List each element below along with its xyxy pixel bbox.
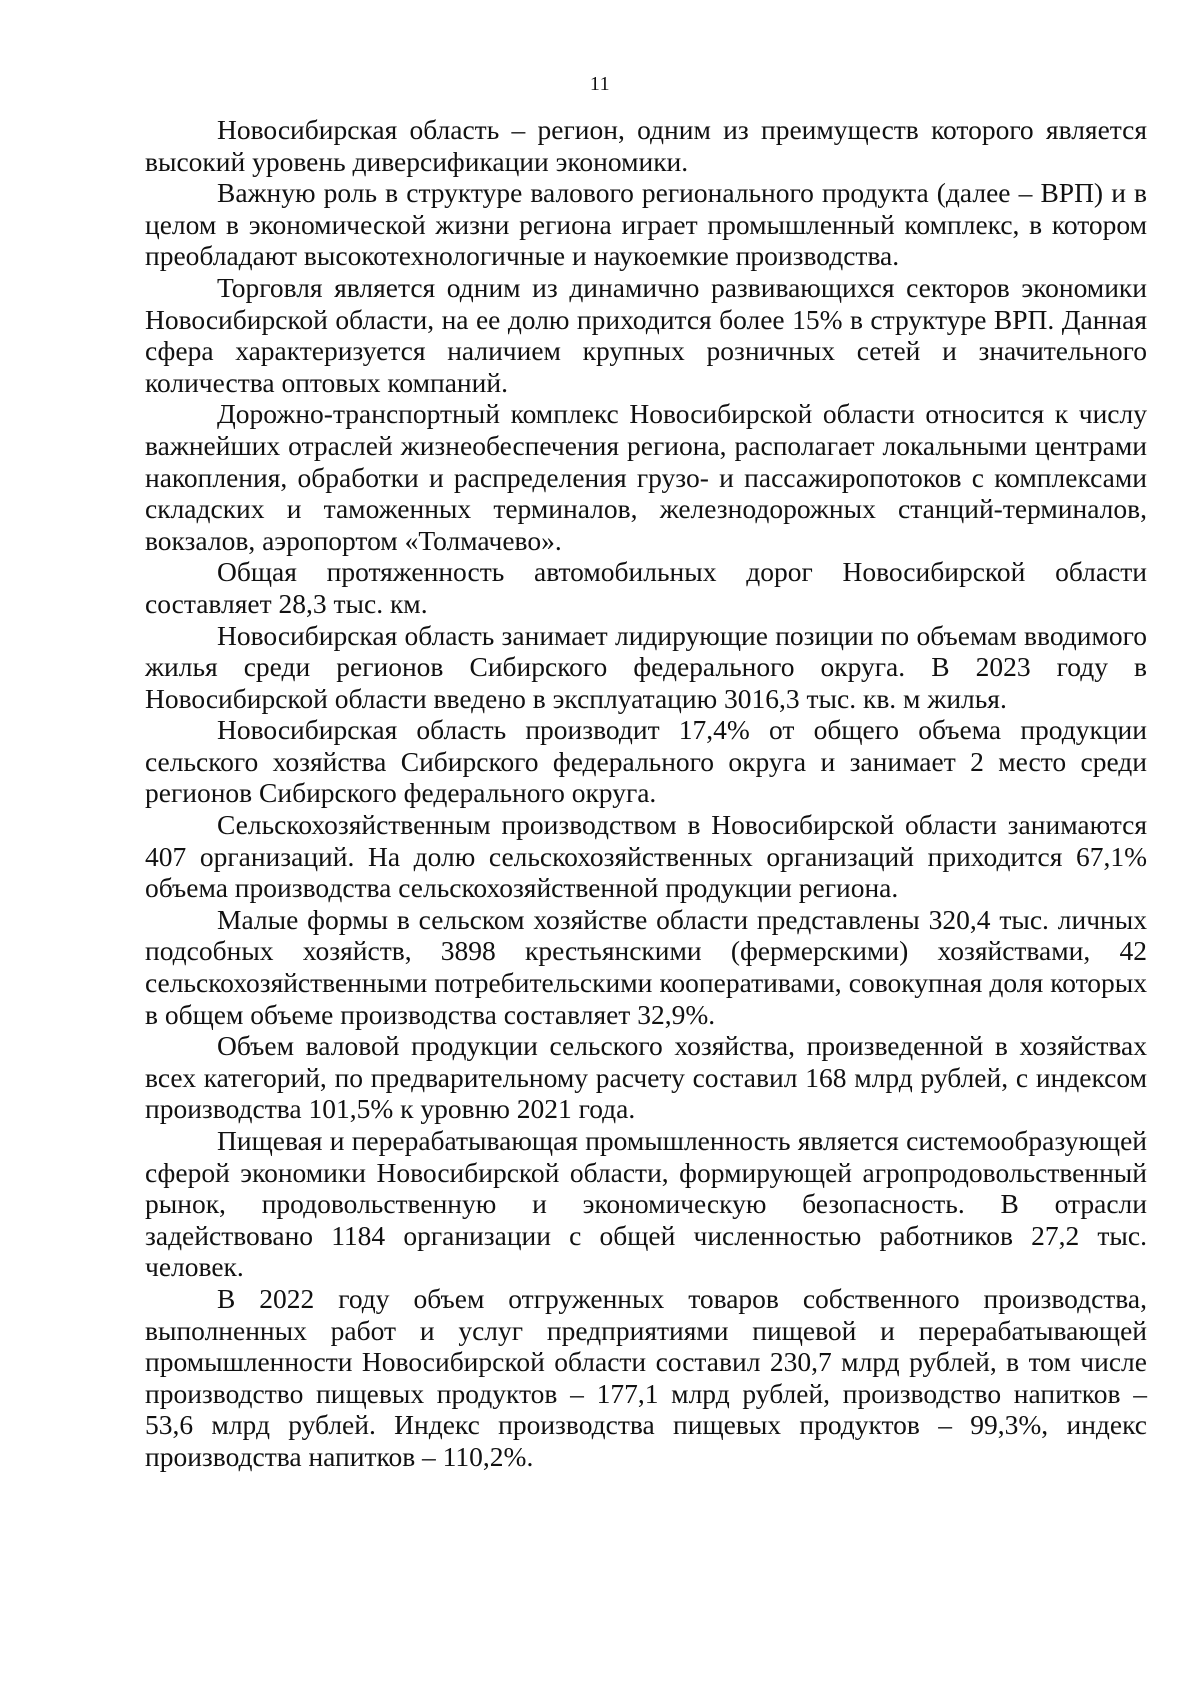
paragraph-small-farms: Малые формы в сельском хозяйстве области представлены 320,4 тыс. личных подсобных хозяйств, 3898 крестьянскими (фермерскими) хозяйствами, 42 сельскохозяйственными потребительскими кооперативами, совокупная доля которых в общем объеме производства составляет 32,9%.	[145, 903, 1147, 1030]
paragraph-food-industry: Пищевая и перерабатывающая промышленность является системообразующей сферой экономики Новосибирской области, формирующей агропродовольственный рынок, продовольственную и экономическую безопасность. В отрасли задействовано 1184 организации с общей численностью работников 27,2 тыс. человек.	[145, 1125, 1147, 1283]
paragraph-agricultural-organizations: Сельскохозяйственным производством в Новосибирской области занимаются 407 организаций. На долю сельскохозяйственных организаций приходится 67,1% объема производства сельскохозяйственной продукции региона.	[145, 809, 1147, 904]
paragraph-road-length: Общая протяженность автомобильных дорог Новосибирской области составляет 28,3 тыс. км.	[145, 556, 1147, 619]
paragraph-agriculture-share: Новосибирская область производит 17,4% от общего объема продукции сельского хозяйства Сибирского федерального округа и занимает 2 место среди регионов Сибирского федерального округа.	[145, 714, 1147, 809]
paragraph-housing: Новосибирская область занимает лидирующие позиции по объемам вводимого жилья среди регионов Сибирского федерального округа. В 2023 году в Новосибирской области введено в эксплуатацию 3016,3 тыс. кв. м жилья.	[145, 619, 1147, 714]
paragraph-food-production-2022: В 2022 году объем отгруженных товаров собственного производства, выполненных работ и услуг предприятиями пищевой и перерабатывающей промышленности Новосибирской области составил 230,7 млрд рублей, в том числе производство пищевых продуктов – 177,1 млрд рублей, производство напитков – 53,6 млрд рублей. Индекс производства пищевых продуктов – 99,3%, индекс производства напитков – 110,2%.	[145, 1282, 1147, 1472]
paragraph-industrial-complex: Важную роль в структуре валового регионального продукта (далее – ВРП) и в целом в экономической жизни региона играет промышленный комплекс, в котором преобладают высокотехнологичные и наукоемкие производства.	[145, 177, 1147, 272]
paragraph-transport-complex: Дорожно-транспортный комплекс Новосибирской области относится к числу важнейших отраслей жизнеобеспечения региона, располагает локальными центрами накопления, обработки и распределения грузо- и пассажиропотоков с комплексами складских и таможенных терминалов, железнодорожных станций-терминалов, вокзалов, аэропортом «Толмачево».	[145, 398, 1147, 556]
document-body	[145, 114, 1147, 1473]
paragraph-economy-diversification: Новосибирская область – регион, одним из преимуществ которого является высокий уровень диверсификации экономики.	[145, 114, 1147, 177]
paragraph-gross-output: Объем валовой продукции сельского хозяйства, произведенной в хозяйствах всех категорий, по предварительному расчету составил 168 млрд рублей, с индексом производства 101,5% к уровню 2021 года.	[145, 1030, 1147, 1125]
paragraph-trade: Торговля является одним из динамично развивающихся секторов экономики Новосибирской области, на ее долю приходится более 15% в структуре ВРП. Данная сфера характеризуется наличием крупных розничных сетей и значительного количества оптовых компаний.	[145, 271, 1147, 398]
page-number: 11	[589, 73, 611, 95]
